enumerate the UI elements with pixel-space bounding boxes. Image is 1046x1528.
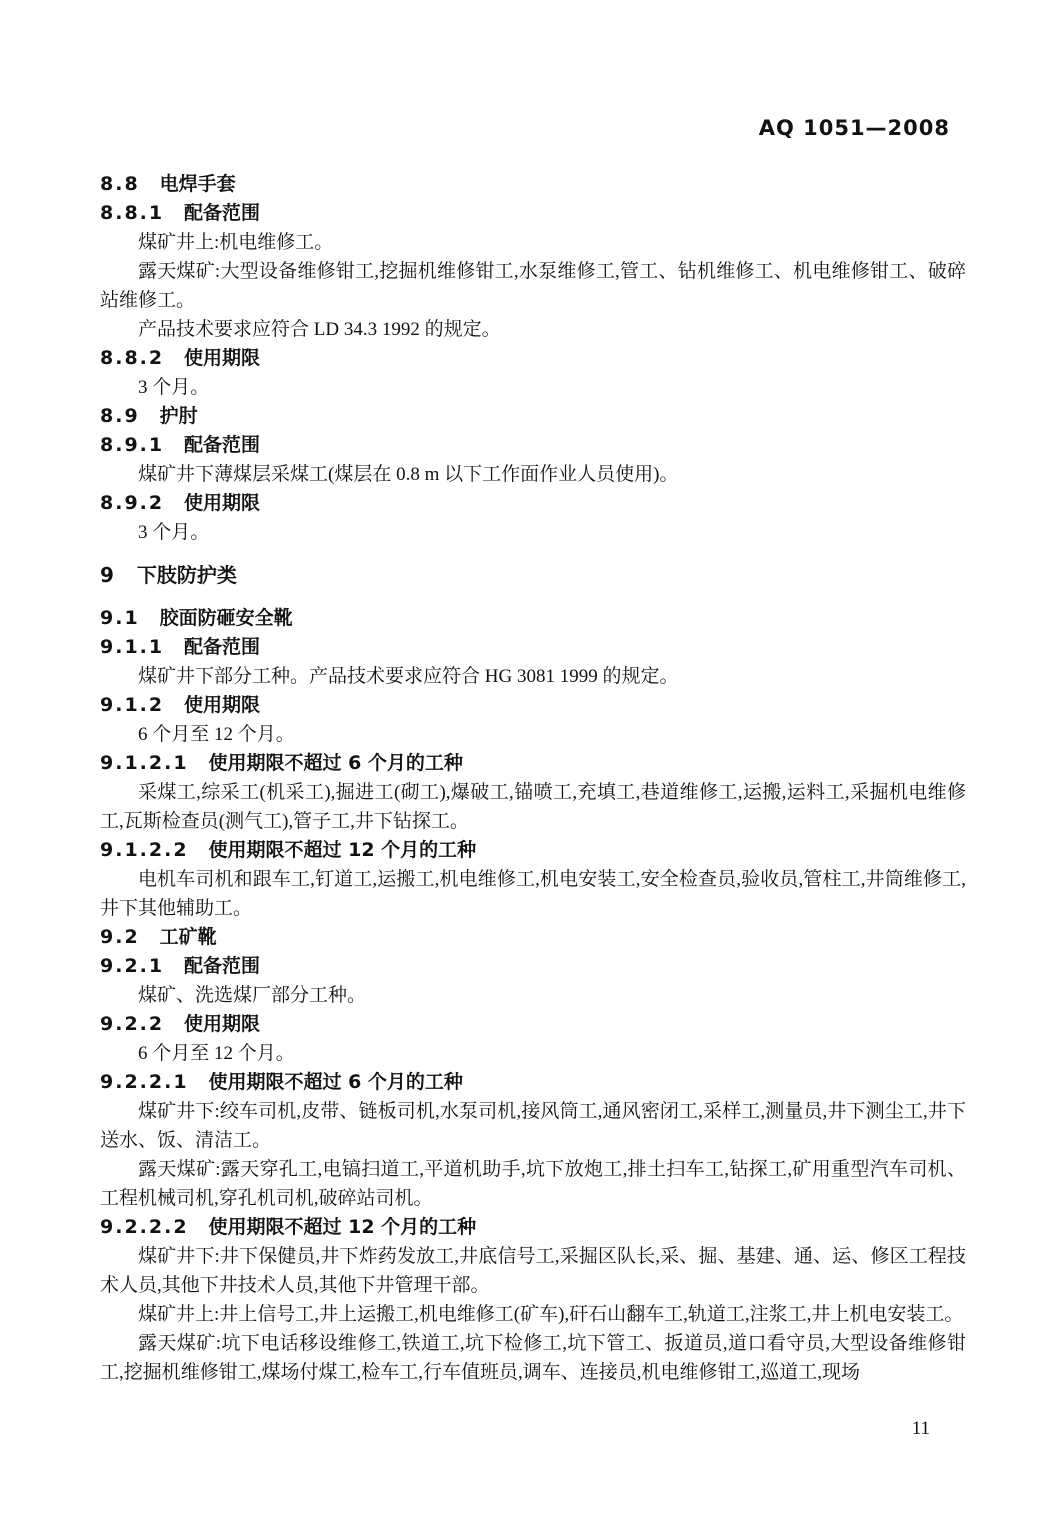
section-heading [100,952,966,981]
section-heading [100,170,966,199]
section-heading [100,604,966,633]
section-title: 配备范围 [184,202,261,224]
paragraph: 6 个月至 12 个月。 [138,1043,295,1064]
paragraph: 电机车司机和跟车工,钉道工,运搬工,机电维修工,机电安装工,安全检查员,验收员,管柱工,井筒维修工,井下其他辅助工。 [100,869,966,919]
section-title: 胶面防砸安全靴 [159,607,293,629]
paragraph: 露天煤矿:大型设备维修钳工,挖掘机维修钳工,水泵维修工,管工、钻机维修工、机电维修钳工、破碎站维修工。 [100,261,966,311]
section-heading [100,199,966,228]
section-title: 配备范围 [184,434,261,456]
section-number: 9.1.2.2 [100,839,189,861]
section-heading [100,431,966,460]
section-title: 使用期限不超过 12 个月的工种 [208,839,477,861]
paragraph: 3 个月。 [138,522,210,543]
paragraph: 煤矿井下:井下保健员,井下炸药发放工,井底信号工,采掘区队长,采、掘、基建、通、运、修区工程技术人员,其他下井技术人员,其他下井管理干部。 [100,1246,966,1296]
section-number: 8.9 [100,405,140,427]
section-number: 9.2.2.1 [100,1071,189,1093]
section-heading [100,489,966,518]
paragraph: 煤矿井上:井上信号工,井上运搬工,机电维修工(矿车),矸石山翻车工,轨道工,注浆工,井上机电安装工。 [138,1304,964,1325]
section-number: 8.9.1 [100,434,165,456]
section-number: 9.2.1 [100,955,165,977]
section-number: 9 [100,563,116,587]
section-title: 使用期限不超过 6 个月的工种 [208,1071,463,1093]
standard-number: AQ 1051—2008 [758,116,950,140]
section-title: 配备范围 [184,636,261,658]
section-heading [100,1213,966,1242]
section-heading [100,402,966,431]
section-title: 使用期限 [184,694,261,716]
section-title: 下肢防护类 [136,563,237,587]
section-number: 9.1 [100,607,140,629]
chapter-heading [100,561,966,590]
page-number: 11 [911,1418,930,1439]
section-title: 配备范围 [184,955,261,977]
paragraph: 6 个月至 12 个月。 [138,724,295,745]
section-number: 8.8.2 [100,347,165,369]
paragraph: 煤矿、洗选煤厂部分工种。 [138,985,367,1006]
section-heading [100,691,966,720]
paragraph: 露天煤矿:露天穿孔工,电镐扫道工,平道机助手,坑下放炮工,排土扫车工,钻探工,矿用重型汽车司机、工程机械司机,穿孔机司机,破碎站司机。 [100,1159,966,1209]
section-title: 护肘 [159,405,198,427]
paragraph: 采煤工,综采工(机采工),掘进工(砌工),爆破工,锚喷工,充填工,巷道维修工,运搬,运料工,采掘机电维修工,瓦斯检查员(测气工),管子工,井下钻探工。 [100,782,966,832]
paragraph: 露天煤矿:坑下电话移设维修工,铁道工,坑下检修工,坑下管工、扳道员,道口看守员,大型设备维修钳工,挖掘机维修钳工,煤场付煤工,检车工,行车值班员,调车、连接员,机电维修钳工,巡道工,现场 [100,1333,966,1383]
section-title: 使用期限 [184,1013,261,1035]
section-number: 9.2.2 [100,1013,165,1035]
section-number: 9.1.1 [100,636,165,658]
section-title: 使用期限 [184,492,261,514]
section-title: 工矿靴 [159,926,217,948]
paragraph: 煤矿井下部分工种。产品技术要求应符合 HG 3081 1999 的规定。 [138,666,679,687]
paragraph: 产品技术要求应符合 LD 34.3 1992 的规定。 [138,319,501,340]
section-heading [100,633,966,662]
section-number: 8.8.1 [100,202,165,224]
section-title: 使用期限不超过 6 个月的工种 [208,752,463,774]
section-number: 9.2 [100,926,140,948]
section-title: 电焊手套 [159,173,236,195]
section-title: 使用期限 [184,347,261,369]
paragraph: 煤矿井上:机电维修工。 [138,232,334,253]
paragraph: 煤矿井下:绞车司机,皮带、链板司机,水泵司机,接风筒工,通风密闭工,采样工,测量员,井下测尘工,井下送水、饭、清洁工。 [100,1101,966,1151]
document-header [0,116,950,140]
section-heading [100,344,966,373]
section-heading [100,749,966,778]
section-number: 9.2.2.2 [100,1216,189,1238]
section-number: 9.1.2.1 [100,752,189,774]
paragraph: 煤矿井下薄煤层采煤工(煤层在 0.8 m 以下工作面作业人员使用)。 [138,464,679,485]
section-heading [100,923,966,952]
section-heading [100,836,966,865]
section-heading [100,1068,966,1097]
section-number: 9.1.2 [100,694,165,716]
section-number: 8.8 [100,173,140,195]
paragraph: 3 个月。 [138,377,210,398]
section-heading [100,1010,966,1039]
section-title: 使用期限不超过 12 个月的工种 [208,1216,477,1238]
document-body [100,170,966,1387]
section-number: 8.9.2 [100,492,165,514]
